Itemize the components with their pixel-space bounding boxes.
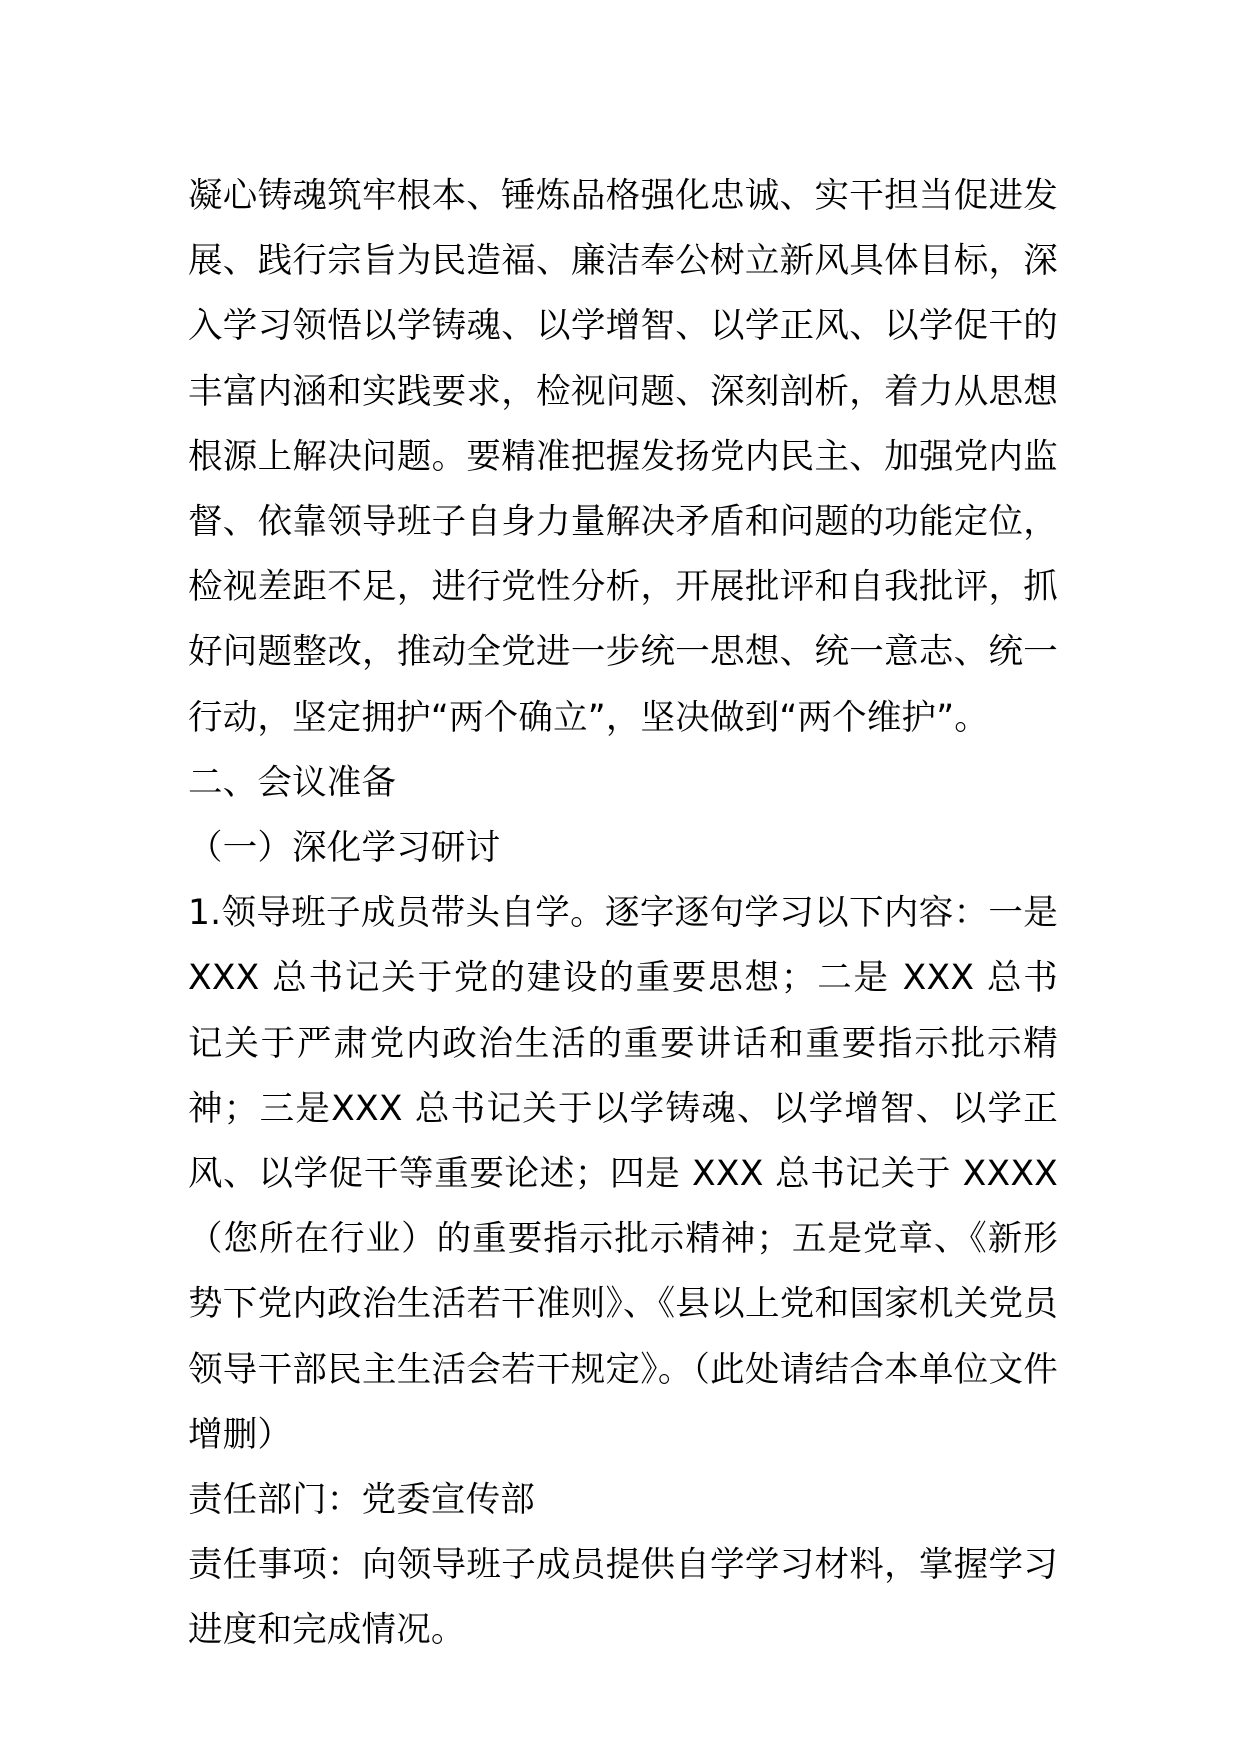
paragraph-self-study: 1.领导班子成员带头自学。逐字逐句学习以下内容：一是XXX 总书记关于党的建设的重要思想；二是 XXX 总书记关于严肃党内政治生活的重要讲话和重要指示批示精神；三是XXX 总书记关于以学铸魂、以学增智、以学正风、以学促干等重要论述；四是 XXX 总书记关于 XXXX（您所在行业）的重要指示批示精神；五是党章、《新形势下党内政治生活若干准则》、《县以上党和国家机关党员领导干部民主生活会若干规定》。（此处请结合本单位文件增删）	[188, 893, 1058, 1455]
responsible-department: 责任部门：党委宣传部	[188, 1480, 535, 1521]
subsection-heading-study: （一）深化学习研讨	[188, 828, 501, 869]
paragraph-objectives: 凝心铸魂筑牢根本、锤炼品格强化忠诚、实干担当促进发展、践行宗旨为民造福、廉洁奉公树立新风具体目标，深入学习领悟以学铸魂、以学增智、以学正风、以学促干的丰富内涵和实践要求，检视问题、深刻剖析，着力从思想根源上解决问题。要精准把握发扬党内民主、加强党内监督、依靠领导班子自身力量解决矛盾和问题的功能定位，检视差距不足，进行党性分析，开展批评和自我批评，抓好问题整改，推动全党进一步统一思想、统一意志、统一行动，坚定拥护“两个确立”，坚决做到“两个维护”。	[188, 176, 1058, 738]
document-body	[188, 164, 1058, 1664]
responsible-items: 责任事项：向领导班子成员提供自学学习材料，掌握学习进度和完成情况。	[188, 1545, 1058, 1651]
section-heading-meeting-preparation: 二、会议准备	[188, 762, 397, 803]
